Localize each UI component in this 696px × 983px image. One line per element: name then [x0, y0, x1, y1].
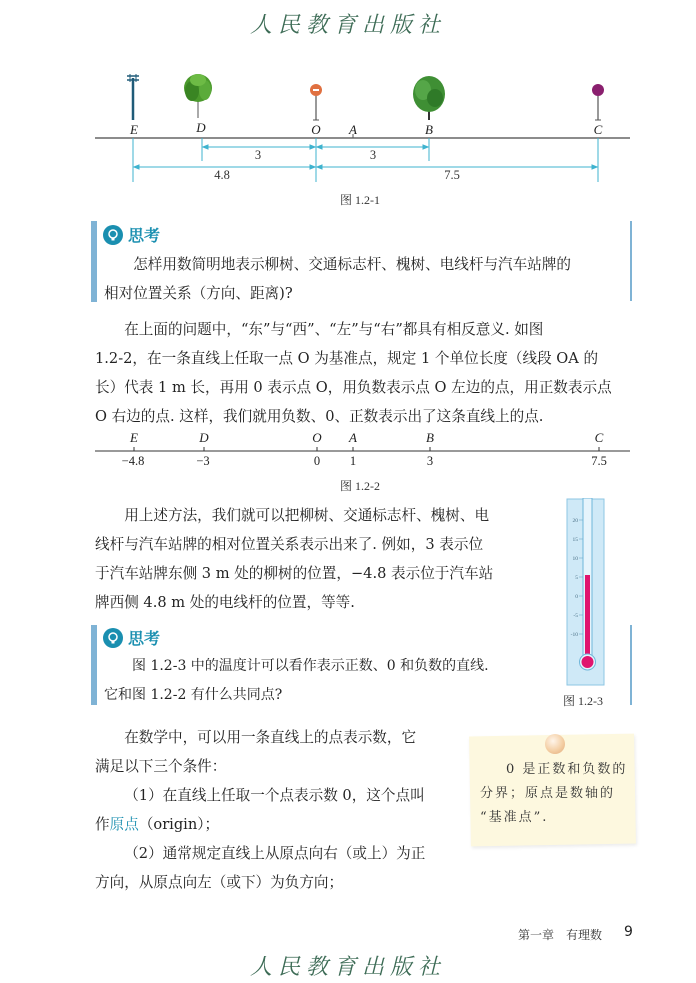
paragraph-1-line2: 1.2-2，在一条直线上任取一点 O 为基准点，规定 1 个单位长度（线段 OA 的 [95, 350, 599, 367]
utility-pole-icon [127, 74, 139, 120]
think-box-1-right-border [630, 221, 632, 301]
figure-caption-2: 图 1.2-2 [340, 479, 380, 493]
nl-value-d: −3 [196, 454, 210, 468]
figure-caption-1: 图 1.2-1 [340, 193, 380, 207]
svg-text:0: 0 [575, 594, 578, 600]
paragraph-1-line1: 在上面的问题中，“东”与“西”、“左”与“右”都具有相反意义. 如图 [124, 321, 544, 338]
nl-label-a: A [349, 430, 357, 445]
sticky-note-text [480, 758, 630, 830]
think-text-2-line1: 图 1.2-3 中的温度计可以看作表示正数、0 和负数的直线. [132, 658, 489, 674]
paragraph-3-line1: 在数学中，可以用一条直线上的点表示数，它 [124, 729, 417, 746]
nl-value-c: 7.5 [591, 454, 607, 468]
think-text-1-line1: 怎样用数简明地表示柳树、交通标志杆、槐树、电线杆与汽车站牌的 [133, 256, 572, 273]
paragraph-2-line1: 用上述方法，我们就可以把柳树、交通标志杆、槐树、电 [124, 507, 490, 524]
point-label-d: D [196, 120, 206, 135]
lightbulb-head-icon [103, 628, 123, 648]
think-title-1: 思考 [128, 226, 161, 245]
paragraph-2-line4: 牌西侧 4.8 m 处的电线杆的位置，等等. [95, 594, 355, 611]
nl-label-b: B [426, 430, 434, 445]
figure-1-2-2 [0, 428, 696, 472]
dim-d-o: 3 [254, 148, 262, 162]
paragraph-1-line3: 长）代表 1 m 长，再用 0 表示点 O，用负数表示点 O 左边的点，用正数表示点 [95, 379, 612, 396]
condition-2-line1: （2）通常规定直线上从原点向右（或上）为正 [124, 845, 426, 862]
think-text-2-line2: 它和图 1.2-2 有什么共同点? [104, 687, 283, 703]
think-header-2 [103, 626, 160, 649]
paragraph-3 [95, 723, 465, 897]
bus-stop-sign-icon [310, 84, 322, 120]
condition-1-prefix: 作 [95, 816, 110, 833]
sticky-line2: 分界；原点是数轴的 [480, 786, 616, 801]
page-number: 9 [624, 924, 633, 940]
paragraph-2 [95, 501, 545, 617]
traffic-sign-icon [592, 84, 604, 120]
sticky-line3: “基准点”. [480, 810, 549, 825]
chapter-title: 第一章 有理数 [518, 928, 603, 942]
number-line-scene [0, 60, 696, 210]
paragraph-1-line4: O 右边的点. 这样，我们就用负数、0、正数表示出了这条直线上的点. [95, 408, 544, 425]
lightbulb-head-icon [103, 225, 123, 245]
dim-o-c: 7.5 [444, 168, 460, 182]
paragraph-2-line3: 于汽车站牌东侧 3 m 处的柳树的位置，−4.8 表示位于汽车站 [95, 565, 494, 582]
condition-1-suffix: （origin）； [138, 816, 220, 833]
paragraph-3-line2: 满足以下三个条件： [95, 758, 227, 775]
nl-label-o: O [312, 430, 322, 445]
svg-text:5: 5 [575, 575, 578, 581]
nl-label-d: D [199, 430, 209, 445]
condition-2-line2: 方向，从原点向左（或下）为负方向； [95, 874, 344, 891]
willow-tree-icon [184, 74, 212, 118]
svg-text:10: 10 [572, 556, 578, 562]
dim-o-b: 3 [369, 148, 377, 162]
think-box-2-right-border [630, 625, 632, 705]
nl-value-e: −4.8 [121, 454, 145, 468]
paragraph-1 [95, 315, 635, 431]
figure-1-2-1 [0, 60, 696, 210]
think-box-2 [91, 625, 97, 705]
think-header-1 [103, 223, 160, 246]
publisher-header: 人民教育出版社 [249, 13, 446, 38]
svg-text:-10: -10 [570, 632, 578, 638]
thermometer-icon [566, 498, 606, 686]
think-box-1 [91, 221, 97, 302]
dim-e-o: 4.8 [214, 168, 230, 182]
svg-text:20: 20 [572, 518, 578, 524]
point-label-a: A [349, 122, 357, 137]
point-label-e: E [130, 122, 138, 137]
locust-tree-icon [413, 76, 445, 120]
nl-value-b: 3 [426, 454, 434, 468]
nl-label-e: E [130, 430, 138, 445]
condition-1-line2 [95, 810, 465, 839]
think-text-2 [104, 652, 544, 710]
point-label-b: B [425, 122, 433, 137]
think-title-2: 思考 [128, 629, 161, 648]
think-text-1 [104, 250, 624, 308]
condition-1-line1: （1）在直线上任取一个点表示数 0，这个点叫 [124, 787, 425, 804]
svg-text:-5: -5 [573, 613, 578, 619]
point-label-c: C [593, 122, 603, 137]
publisher-footer: 人民教育出版社 [249, 955, 446, 980]
svg-text:15: 15 [572, 537, 578, 543]
figure-caption-3: 图 1.2-3 [563, 694, 603, 708]
paragraph-2-line2: 线杆与汽车站牌的相对位置关系表示出来了. 例如，3 表示位 [95, 536, 484, 553]
sticky-line1: 0 是正数和负数的 [506, 762, 628, 777]
nl-value-a: 1 [349, 454, 357, 468]
thermometer-figure [566, 498, 606, 686]
pushpin-icon [545, 734, 565, 754]
term-origin: 原点 [109, 816, 139, 833]
point-label-o: O [311, 122, 321, 137]
nl-value-o: 0 [313, 454, 321, 468]
nl-label-c: C [594, 430, 604, 445]
think-text-1-line2: 相对位置关系（方向、距离)? [104, 285, 293, 302]
dimension-lines [134, 145, 597, 169]
